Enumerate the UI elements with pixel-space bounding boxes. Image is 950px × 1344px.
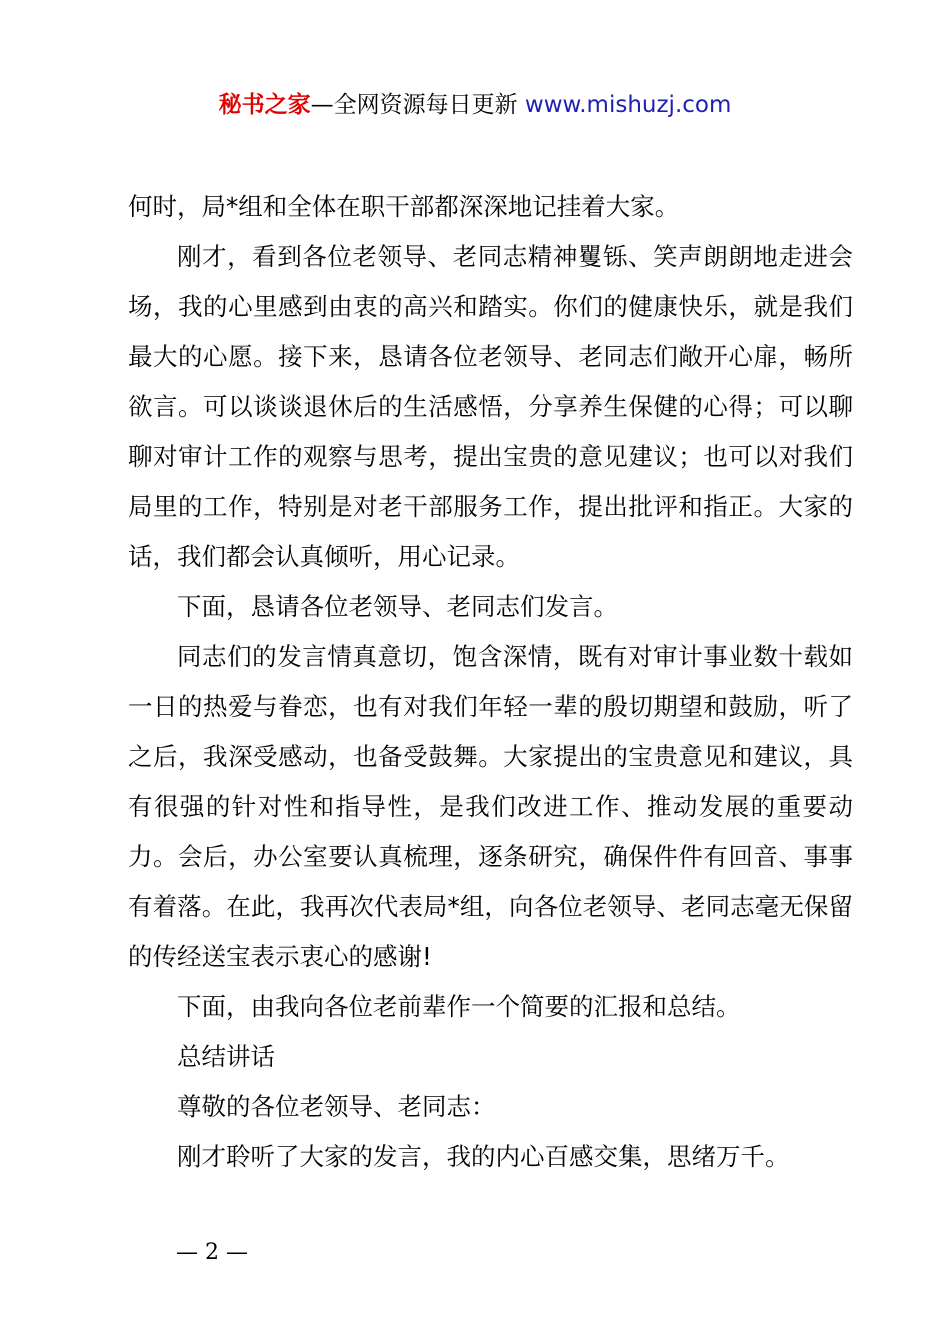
section-heading: 总结讲话 — [177, 1042, 275, 1071]
paragraph: 刚才聆听了大家的发言，我的内心百感交集，思绪万千。 — [177, 1142, 790, 1171]
paragraph: 何时，局*组和全体在职干部都深深地记挂着大家。 — [128, 192, 680, 221]
site-url-link[interactable]: www.mishuzj.com — [524, 92, 732, 118]
paragraph: 下面，恳请各位老领导、老同志们发言。 — [177, 592, 618, 621]
salutation: 尊敬的各位老领导、老同志： — [177, 1092, 496, 1121]
header-tagline: —全网资源每日更新 — [310, 92, 518, 118]
paragraph: 同志们的发言情真意切，饱含深情，既有对审计事业数十载如一日的热爱与眷恋，也有对我们年轻一辈的殷切期望和鼓励，听了之后，我深受感动，也备受鼓舞。大家提出的宝贵意见和建议，具有很强的针对性和指导性，是我们改进工作、推动发展的重要动力。会后，办公室要认真梳理，逐条研究，确保件件有回音、事事有着落。在此，我再次代表局*组，向各位老领导、老同志毫无保留的传经送宝表示衷心的感谢! — [128, 642, 853, 971]
paragraph: 刚才，看到各位老领导、老同志精神矍铄、笑声朗朗地走进会场，我的心里感到由衷的高兴和踏实。你们的健康快乐，就是我们最大的心愿。接下来，恳请各位老领导、老同志们敞开心扉，畅所欲言。可以谈谈退休后的生活感悟，分享养生保健的心得；可以聊聊对审计工作的观察与思考，提出宝贵的意见建议；也可以对我们局里的工作，特别是对老干部服务工作，提出批评和指正。大家的话，我们都会认真倾听，用心记录。 — [128, 242, 853, 571]
document-body — [128, 182, 853, 1182]
brand-name: 秘书之家 — [218, 92, 311, 118]
paragraph: 下面，由我向各位老前辈作一个简要的汇报和总结。 — [177, 992, 741, 1021]
page-number: — 2 — — [176, 1240, 248, 1265]
site-header — [0, 88, 950, 122]
